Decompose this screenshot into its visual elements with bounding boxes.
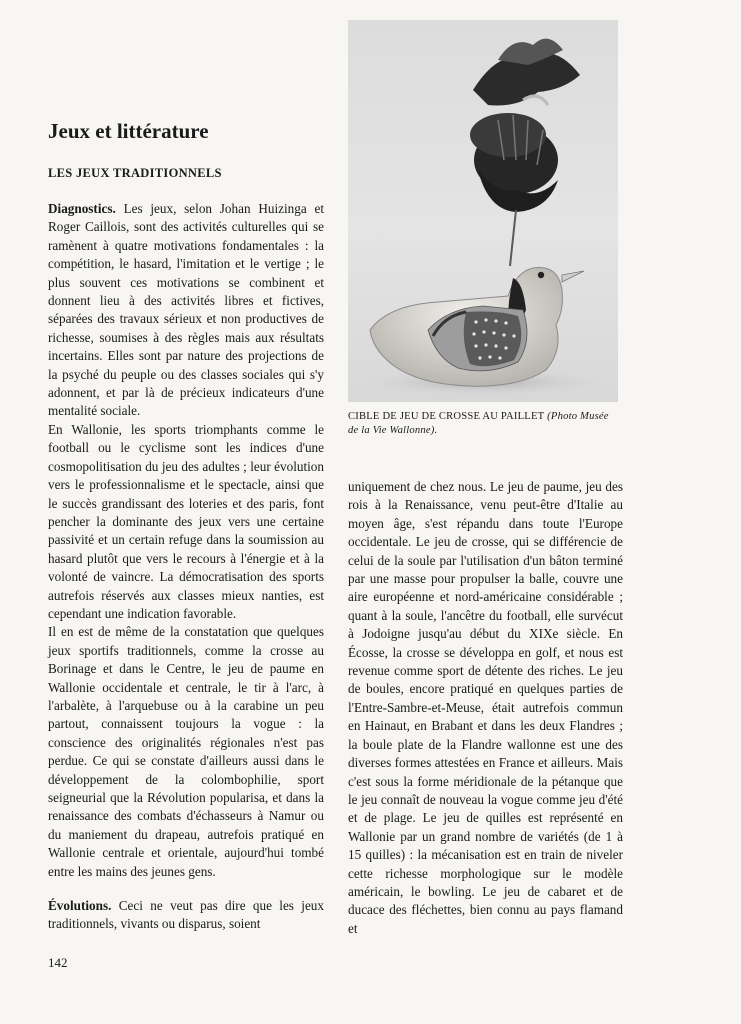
duck-target-photo xyxy=(348,20,618,402)
section-heading: LES JEUX TRADITIONNELS xyxy=(48,166,222,180)
paragraph-lead: Diagnostics. xyxy=(48,201,116,216)
paragraph-diagnostics xyxy=(48,200,324,421)
feather-plume xyxy=(470,39,580,212)
paragraph-text: Ceci ne veut pas dire que les jeux traditionnels, vivants ou disparus, soient xyxy=(48,898,324,932)
photo-figure xyxy=(348,20,618,402)
paragraph-evolutions xyxy=(48,897,324,934)
paragraph-continued: uniquement de chez nous. Le jeu de paume, jeu des rois à la Renaissance, venu peut-être d'Italie au moyen âge, s'est répandu dans toute l'Europe occidentale. Le jeu de crosse, qui se différencie de celui de la soule par l'utilisation d'un bâton terminé par une masse pour propulser la balle, couvre une aire européenne et nord-américaine considérable ; quant à la soule, l'ancêtre du football, elle survécut à Jodoigne jusqu'au début du XIXe siècle. En Écosse, la crosse se développa en golf, et nous est revenue comme sport de détente des riches. Le jeu de boules, encore pratiqué en quelques parties de l'Entre-Sambre-et-Meuse, était autrefois commun en Hainaut, en Brabant et dans les deux Flandres ; la boule plate de la Flandre wallonne est une des diverses formes attestées en France et ailleurs. Mais c'est sous la forme méridionale de la pétanque que le jeu connaît de nouveau la vogue comme jeu d'été et de plage. Le jeu de quilles est représenté en Wallonie par un grand nombre de variétés (de 1 à 15 quilles) : la mécanisation est en train de niveler cette richesse morphologique sur le modèle américain, le bowling. Le jeu de cabaret et de ducace des fléchettes, bien connu au pays flamand et xyxy=(348,479,623,936)
paragraph-constatation: Il en est de même de la constatation que quelques jeux sportifs traditionnels, comme la crosse au Borinage et dans le Centre, le jeu de paume en Wallonie occidentale et centrale, le tir à l'arc, à l'arbalète, à l'arquebuse ou à la carabine un peu partout, connaissent toujours la vogue : la conscience des originalités régionales n'est pas perdue. Ce qui se constate d'ailleurs aussi dans le développement de la colombophilie, sport seigneurial que la Révolution popularisa, et dans la renaissance des combats d'échasseurs à Namur ou du maniement du drapeau, autrefois pratiqué en Wallonie centrale et orientale, aujourd'hui tombé entre les mains des jeunes gens. xyxy=(48,624,324,879)
paragraph-wallonie: En Wallonie, les sports triomphants comme le football ou le cyclisme sont les indices d'une cosmopolitisation du jeu des adultes ; leur évolution vers le professionnalisme et le spectacle, ainsi que le succès grandissant des loteries et des paris, font pencher la dominante des jeux vers une certaine passivité et un certain refuge dans la soumission au hasard plutôt que vers le recours à l'énergie et à la volonté de vaincre. La démocratisation des sports autrefois réservés aux classes mieux nanties, est cependant une indication favorable. xyxy=(48,421,324,621)
caption-title: CIBLE DE JEU DE CROSSE AU PAILLET xyxy=(348,411,545,422)
left-column xyxy=(48,118,324,934)
figure-caption xyxy=(348,410,620,438)
page-title: Jeux et littérature xyxy=(48,119,209,143)
right-column xyxy=(348,478,623,938)
page-number: 142 xyxy=(48,955,68,970)
wooden-duck xyxy=(370,267,584,386)
paragraph-lead: Évolutions. xyxy=(48,898,112,914)
caption-credit: (Photo Musée de la Vie Wallonne). xyxy=(348,411,609,436)
paragraph-text: Les jeux, selon Johan Huizinga et Roger Caillois, sont des activités culturelles qui se ramènent à quatre motivations fondamentales : la compétition, le hasard, l'imitation et le vertige ; le plus souvent ces motivations se combinent et donnent lieu à des activités libres et fictives, séparées des travaux sérieux et non productives de richesse, soumises à des règles mais aux résultats incertains. Elles sont par nature des projections de la psyché du peuple ou des classes sociales qui s'y adonnent, et par là de précieux indicateurs d'une mentalité sociale. xyxy=(48,201,324,419)
